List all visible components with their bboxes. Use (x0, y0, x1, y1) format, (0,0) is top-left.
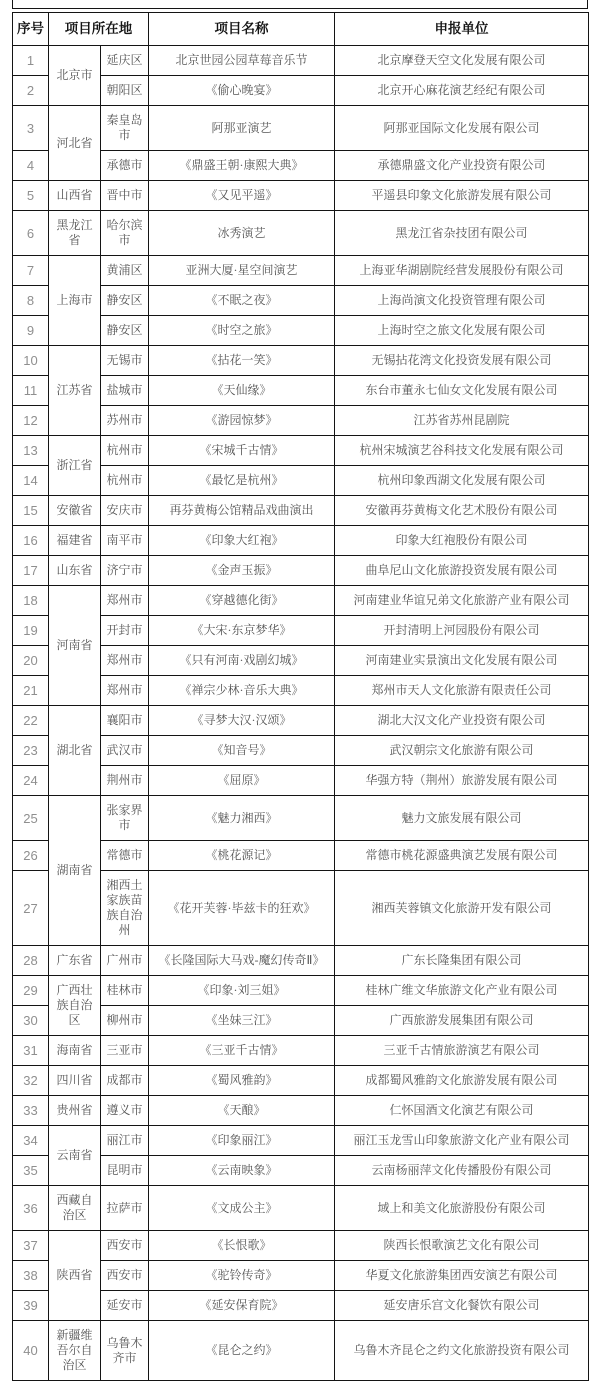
row-applicant-unit: 华强方特（荆州）旅游发展有限公司 (335, 766, 589, 796)
row-project-name: 《时空之旅》 (149, 316, 335, 346)
row-city: 盐城市 (101, 376, 149, 406)
row-city: 黄浦区 (101, 256, 149, 286)
table-row (13, 1186, 589, 1231)
row-applicant-unit: 东台市董永七仙女文化发展有限公司 (335, 376, 589, 406)
row-province: 湖北省 (49, 706, 101, 796)
row-project-name: 《只有河南·戏剧幻城》 (149, 646, 335, 676)
row-seq: 22 (13, 706, 49, 736)
row-project-name: 《驼铃传奇》 (149, 1261, 335, 1291)
row-project-name: 《文成公主》 (149, 1186, 335, 1231)
row-applicant-unit: 三亚千古情旅游演艺有限公司 (335, 1036, 589, 1066)
row-project-name: 《游园惊梦》 (149, 406, 335, 436)
table-row (13, 1126, 589, 1156)
row-city: 昆明市 (101, 1156, 149, 1186)
table-row (13, 1231, 589, 1261)
row-applicant-unit: 曲阜尼山文化旅游投资发展有限公司 (335, 556, 589, 586)
row-province: 广西壮族自治区 (49, 976, 101, 1036)
table-row (13, 436, 589, 466)
row-seq: 5 (13, 181, 49, 211)
row-project-name: 《大宋·东京梦华》 (149, 616, 335, 646)
row-city: 静安区 (101, 286, 149, 316)
row-city: 朝阳区 (101, 76, 149, 106)
row-province: 四川省 (49, 1066, 101, 1096)
row-seq: 37 (13, 1231, 49, 1261)
row-city: 南平市 (101, 526, 149, 556)
row-province: 浙江省 (49, 436, 101, 496)
row-seq: 20 (13, 646, 49, 676)
row-city: 延庆区 (101, 46, 149, 76)
row-city: 襄阳市 (101, 706, 149, 736)
row-applicant-unit: 魅力文旅发展有限公司 (335, 796, 589, 841)
row-city: 常德市 (101, 841, 149, 871)
row-project-name: 《金声玉振》 (149, 556, 335, 586)
row-province: 云南省 (49, 1126, 101, 1186)
row-province: 湖南省 (49, 796, 101, 946)
row-project-name: 北京世园公园草莓音乐节 (149, 46, 335, 76)
row-province: 上海市 (49, 256, 101, 346)
row-province: 新疆维吾尔自治区 (49, 1321, 101, 1381)
row-applicant-unit: 北京开心麻花演艺经纪有限公司 (335, 76, 589, 106)
row-city: 湘西土家族苗族自治州 (101, 871, 149, 946)
row-city: 无锡市 (101, 346, 149, 376)
row-city: 桂林市 (101, 976, 149, 1006)
row-applicant-unit: 上海亚华湖剧院经营发展股份有限公司 (335, 256, 589, 286)
row-project-name: 《昆仑之约》 (149, 1321, 335, 1381)
row-seq: 2 (13, 76, 49, 106)
row-project-name: 《最忆是杭州》 (149, 466, 335, 496)
row-city: 开封市 (101, 616, 149, 646)
table-row (13, 106, 589, 151)
table-row (13, 1321, 589, 1381)
table-row (13, 526, 589, 556)
row-province: 福建省 (49, 526, 101, 556)
row-seq: 28 (13, 946, 49, 976)
row-seq: 9 (13, 316, 49, 346)
row-city: 承德市 (101, 151, 149, 181)
row-project-name: 《禅宗少林·音乐大典》 (149, 676, 335, 706)
row-project-name: 《长恨歌》 (149, 1231, 335, 1261)
row-seq: 21 (13, 676, 49, 706)
row-project-name: 《屈原》 (149, 766, 335, 796)
row-seq: 13 (13, 436, 49, 466)
column-header: 项目所在地 (49, 13, 149, 46)
row-seq: 10 (13, 346, 49, 376)
row-city: 武汉市 (101, 736, 149, 766)
row-applicant-unit: 湖北大汉文化产业投资有限公司 (335, 706, 589, 736)
table-row (13, 496, 589, 526)
row-applicant-unit: 无锡拈花湾文化投资发展有限公司 (335, 346, 589, 376)
table-row (13, 946, 589, 976)
row-applicant-unit: 平遥县印象文化旅游发展有限公司 (335, 181, 589, 211)
row-city: 丽江市 (101, 1126, 149, 1156)
row-seq: 19 (13, 616, 49, 646)
row-seq: 26 (13, 841, 49, 871)
row-seq: 27 (13, 871, 49, 946)
row-city: 遵义市 (101, 1096, 149, 1126)
row-city: 柳州市 (101, 1006, 149, 1036)
row-seq: 38 (13, 1261, 49, 1291)
row-applicant-unit: 桂林广维文华旅游文化产业有限公司 (335, 976, 589, 1006)
table-top-cutoff-row (12, 0, 588, 9)
table-row (13, 556, 589, 586)
row-province: 安徽省 (49, 496, 101, 526)
row-project-name: 《不眠之夜》 (149, 286, 335, 316)
row-seq: 30 (13, 1006, 49, 1036)
row-project-name: 再芬黄梅公馆精品戏曲演出 (149, 496, 335, 526)
row-seq: 36 (13, 1186, 49, 1231)
table-row (13, 1096, 589, 1126)
row-project-name: 《偷心晚宴》 (149, 76, 335, 106)
table-row (13, 46, 589, 76)
row-seq: 39 (13, 1291, 49, 1321)
row-city: 晋中市 (101, 181, 149, 211)
row-province: 西藏自治区 (49, 1186, 101, 1231)
row-city: 苏州市 (101, 406, 149, 436)
row-province: 北京市 (49, 46, 101, 106)
row-city: 广州市 (101, 946, 149, 976)
row-seq: 34 (13, 1126, 49, 1156)
row-city: 拉萨市 (101, 1186, 149, 1231)
project-list-table (12, 12, 589, 1381)
row-applicant-unit: 黑龙江省杂技团有限公司 (335, 211, 589, 256)
table-row (13, 1066, 589, 1096)
row-project-name: 《鼎盛王朝·康熙大典》 (149, 151, 335, 181)
row-applicant-unit: 江苏省苏州昆剧院 (335, 406, 589, 436)
row-applicant-unit: 乌鲁木齐昆仑之约文化旅游投资有限公司 (335, 1321, 589, 1381)
row-project-name: 《花开芙蓉·毕兹卡的狂欢》 (149, 871, 335, 946)
row-applicant-unit: 成都蜀风雅韵文化旅游发展有限公司 (335, 1066, 589, 1096)
row-city: 荆州市 (101, 766, 149, 796)
table-row (13, 256, 589, 286)
row-project-name: 《延安保育院》 (149, 1291, 335, 1321)
table-row (13, 1036, 589, 1066)
table-row (13, 181, 589, 211)
column-header: 申报单位 (335, 13, 589, 46)
row-province: 广东省 (49, 946, 101, 976)
row-applicant-unit: 武汉朝宗文化旅游有限公司 (335, 736, 589, 766)
row-city: 成都市 (101, 1066, 149, 1096)
row-project-name: 《拈花一笑》 (149, 346, 335, 376)
row-seq: 15 (13, 496, 49, 526)
row-applicant-unit: 延安唐乐宫文化餐饮有限公司 (335, 1291, 589, 1321)
row-project-name: 《魅力湘西》 (149, 796, 335, 841)
table-header-row (13, 13, 589, 46)
row-city: 延安市 (101, 1291, 149, 1321)
row-project-name: 《桃花源记》 (149, 841, 335, 871)
row-city: 郑州市 (101, 586, 149, 616)
column-header: 序号 (13, 13, 49, 46)
row-province: 黑龙江省 (49, 211, 101, 256)
row-applicant-unit: 仁怀国酒文化演艺有限公司 (335, 1096, 589, 1126)
table-row (13, 706, 589, 736)
table-row (13, 586, 589, 616)
row-project-name: 《穿越德化街》 (149, 586, 335, 616)
row-city: 郑州市 (101, 676, 149, 706)
row-project-name: 《知音号》 (149, 736, 335, 766)
row-project-name: 《长隆国际大马戏-魔幻传奇Ⅱ》 (149, 946, 335, 976)
row-project-name: 《印象大红袍》 (149, 526, 335, 556)
row-seq: 14 (13, 466, 49, 496)
row-applicant-unit: 常德市桃花源盛典演艺发展有限公司 (335, 841, 589, 871)
row-project-name: 《云南映象》 (149, 1156, 335, 1186)
row-city: 杭州市 (101, 436, 149, 466)
row-applicant-unit: 承德鼎盛文化产业投资有限公司 (335, 151, 589, 181)
row-province: 海南省 (49, 1036, 101, 1066)
row-project-name: 亚洲大厦·星空间演艺 (149, 256, 335, 286)
row-province: 河北省 (49, 106, 101, 181)
row-seq: 29 (13, 976, 49, 1006)
row-applicant-unit: 广东长隆集团有限公司 (335, 946, 589, 976)
row-province: 贵州省 (49, 1096, 101, 1126)
column-header: 项目名称 (149, 13, 335, 46)
row-city: 三亚市 (101, 1036, 149, 1066)
row-applicant-unit: 上海时空之旅文化发展有限公司 (335, 316, 589, 346)
row-city: 哈尔滨市 (101, 211, 149, 256)
row-city: 静安区 (101, 316, 149, 346)
row-seq: 12 (13, 406, 49, 436)
row-applicant-unit: 丽江玉龙雪山印象旅游文化产业有限公司 (335, 1126, 589, 1156)
row-city: 张家界市 (101, 796, 149, 841)
row-applicant-unit: 华夏文化旅游集团西安演艺有限公司 (335, 1261, 589, 1291)
row-province: 河南省 (49, 586, 101, 706)
row-applicant-unit: 陕西长恨歌演艺文化有限公司 (335, 1231, 589, 1261)
row-project-name: 《印象丽江》 (149, 1126, 335, 1156)
row-province: 陕西省 (49, 1231, 101, 1321)
row-project-name: 《又见平遥》 (149, 181, 335, 211)
row-city: 西安市 (101, 1231, 149, 1261)
table-header (13, 13, 589, 46)
row-city: 安庆市 (101, 496, 149, 526)
row-city: 西安市 (101, 1261, 149, 1291)
row-seq: 40 (13, 1321, 49, 1381)
row-seq: 8 (13, 286, 49, 316)
row-applicant-unit: 郑州市天人文化旅游有限责任公司 (335, 676, 589, 706)
row-project-name: 《印象·刘三姐》 (149, 976, 335, 1006)
row-seq: 17 (13, 556, 49, 586)
row-project-name: 《坐妹三江》 (149, 1006, 335, 1036)
row-applicant-unit: 河南建业实景演出文化发展有限公司 (335, 646, 589, 676)
row-applicant-unit: 云南杨丽萍文化传播股份有限公司 (335, 1156, 589, 1186)
row-applicant-unit: 北京摩登天空文化发展有限公司 (335, 46, 589, 76)
row-applicant-unit: 湘西芙蓉镇文化旅游开发有限公司 (335, 871, 589, 946)
table-row (13, 346, 589, 376)
row-applicant-unit: 印象大红袍股份有限公司 (335, 526, 589, 556)
row-province: 山东省 (49, 556, 101, 586)
row-project-name: 《天仙缘》 (149, 376, 335, 406)
row-seq: 31 (13, 1036, 49, 1066)
row-seq: 3 (13, 106, 49, 151)
row-applicant-unit: 杭州印象西湖文化发展有限公司 (335, 466, 589, 496)
row-seq: 35 (13, 1156, 49, 1186)
row-city: 秦皇岛市 (101, 106, 149, 151)
row-applicant-unit: 域上和美文化旅游股份有限公司 (335, 1186, 589, 1231)
row-applicant-unit: 河南建业华谊兄弟文化旅游产业有限公司 (335, 586, 589, 616)
row-seq: 23 (13, 736, 49, 766)
row-project-name: 《三亚千古情》 (149, 1036, 335, 1066)
row-seq: 33 (13, 1096, 49, 1126)
row-seq: 24 (13, 766, 49, 796)
row-seq: 1 (13, 46, 49, 76)
row-seq: 7 (13, 256, 49, 286)
row-city: 杭州市 (101, 466, 149, 496)
row-seq: 18 (13, 586, 49, 616)
row-seq: 25 (13, 796, 49, 841)
row-project-name: 《蜀风雅韵》 (149, 1066, 335, 1096)
row-seq: 4 (13, 151, 49, 181)
row-applicant-unit: 安徽再芬黄梅文化艺术股份有限公司 (335, 496, 589, 526)
row-seq: 32 (13, 1066, 49, 1096)
row-city: 郑州市 (101, 646, 149, 676)
row-seq: 16 (13, 526, 49, 556)
row-city: 济宁市 (101, 556, 149, 586)
row-seq: 6 (13, 211, 49, 256)
table-body (13, 46, 589, 1381)
table-row (13, 211, 589, 256)
row-project-name: 冰秀演艺 (149, 211, 335, 256)
row-city: 乌鲁木齐市 (101, 1321, 149, 1381)
row-seq: 11 (13, 376, 49, 406)
row-applicant-unit: 广西旅游发展集团有限公司 (335, 1006, 589, 1036)
row-applicant-unit: 杭州宋城演艺谷科技文化发展有限公司 (335, 436, 589, 466)
row-project-name: 《寻梦大汉·汉颂》 (149, 706, 335, 736)
row-province: 江苏省 (49, 346, 101, 436)
table-row (13, 796, 589, 841)
row-applicant-unit: 开封清明上河园股份有限公司 (335, 616, 589, 646)
row-province: 山西省 (49, 181, 101, 211)
row-project-name: 《宋城千古情》 (149, 436, 335, 466)
row-applicant-unit: 上海尚演文化投资管理有限公司 (335, 286, 589, 316)
table-row (13, 976, 589, 1006)
row-applicant-unit: 阿那亚国际文化发展有限公司 (335, 106, 589, 151)
row-project-name: 《天酿》 (149, 1096, 335, 1126)
row-project-name: 阿那亚演艺 (149, 106, 335, 151)
